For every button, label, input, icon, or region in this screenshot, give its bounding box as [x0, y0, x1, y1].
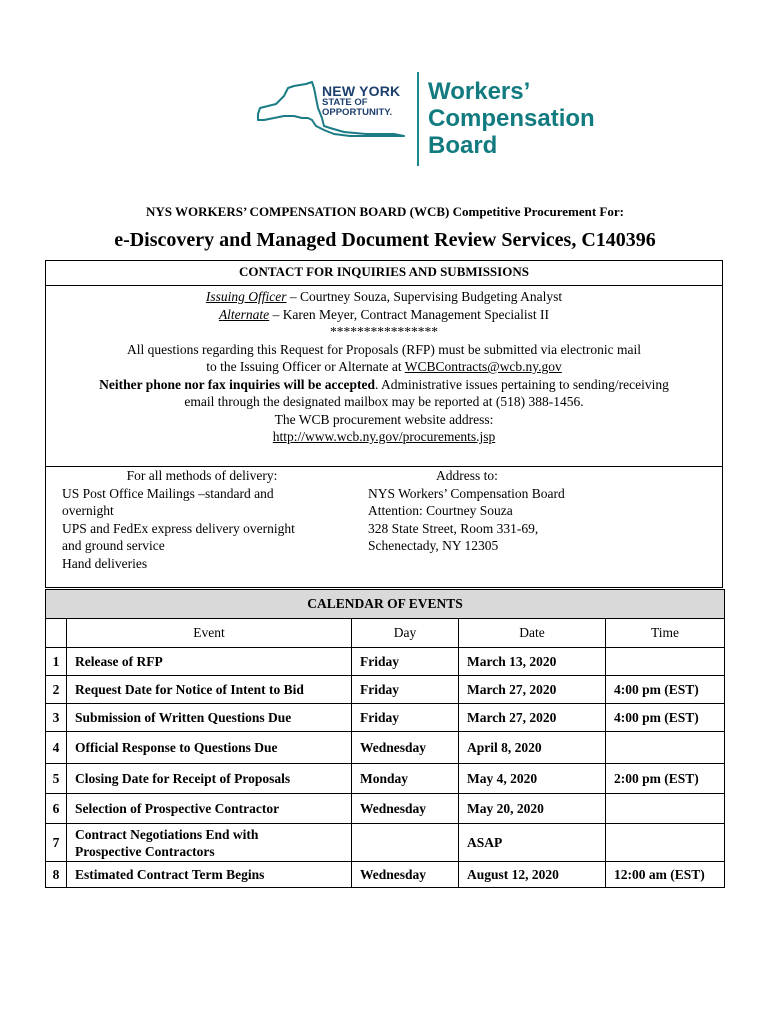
issuing-officer-label: Issuing Officer — [205, 289, 287, 304]
logo-workers: Workers’ — [428, 78, 531, 105]
logo-compensation: Compensation — [428, 105, 595, 132]
event-date: May 4, 2020 — [459, 764, 606, 794]
event-name: Official Response to Questions Due — [67, 732, 352, 764]
procurement-line: NYS WORKERS’ COMPENSATION BOARD (WCB) Competitive Procurement For: — [146, 204, 624, 219]
alternate-text: – Karen Meyer, Contract Management Specialist II — [269, 306, 550, 322]
notice-line — [46, 376, 722, 394]
delivery-method-line: US Post Office Mailings –standard and — [62, 485, 274, 501]
logo-new-york: NEW YORK — [322, 83, 401, 99]
event-day: Monday — [352, 764, 459, 794]
delivery-method-line: and ground service — [62, 538, 165, 553]
address-heading: Address to: — [436, 468, 498, 483]
nys-opportunity-wordmark — [322, 84, 400, 118]
wcb-wordmark — [428, 78, 595, 159]
event-number: 7 — [46, 824, 67, 862]
procurement-website-link[interactable]: http://www.wcb.ny.gov/procurements.jsp — [272, 429, 496, 444]
logo-board: Board — [428, 132, 498, 159]
address-line: Schenectady, NY 12305 — [368, 538, 499, 553]
column-header-number — [46, 619, 67, 648]
logo-divider — [417, 72, 419, 166]
contact-section — [45, 260, 723, 588]
event-number: 3 — [46, 704, 67, 732]
event-number: 1 — [46, 648, 67, 676]
contract-email-link[interactable]: WCBContracts@wcb.ny.gov — [404, 359, 562, 374]
event-date: March 27, 2020 — [459, 704, 606, 732]
delivery-method-line: Hand deliveries — [62, 555, 148, 571]
event-date: April 8, 2020 — [459, 732, 606, 764]
mailbox-phone-line: email through the designated mailbox may be reported at (518) 388-1456. — [184, 394, 584, 409]
issuing-officer-line — [46, 288, 722, 306]
calendar-column-headers — [46, 619, 725, 648]
column-header-time: Time — [606, 619, 725, 648]
event-number: 4 — [46, 732, 67, 764]
nys-wcb-logo — [254, 72, 614, 172]
table-row — [46, 794, 725, 824]
event-day: Friday — [352, 704, 459, 732]
event-day: Friday — [352, 648, 459, 676]
delivery-method-line: UPS and FedEx express delivery overnight — [62, 520, 295, 536]
event-day: Wednesday — [352, 794, 459, 824]
event-time — [606, 824, 725, 862]
logo-opportunity: OPPORTUNITY. — [322, 107, 393, 118]
logo-state-of: STATE OF — [322, 97, 368, 108]
delivery-methods — [62, 467, 342, 572]
address-line: NYS Workers’ Compensation Board — [368, 485, 565, 501]
event-number: 6 — [46, 794, 67, 824]
event-name: Submission of Written Questions Due — [67, 704, 352, 732]
website-label: The WCB procurement website address: — [274, 411, 494, 427]
event-name: Closing Date for Receipt of Proposals — [67, 764, 352, 794]
event-date: May 20, 2020 — [459, 794, 606, 824]
delivery-method-line: overnight — [62, 503, 114, 518]
event-name: Selection of Prospective Contractor — [67, 794, 352, 824]
event-time: 4:00 pm (EST) — [606, 676, 725, 704]
column-header-date: Date — [459, 619, 606, 648]
separator-stars: **************** — [330, 324, 438, 339]
event-time: 4:00 pm (EST) — [606, 704, 725, 732]
questions-line: All questions regarding this Request for Proposals (RFP) must be submitted via electronic mail — [126, 341, 642, 357]
event-time — [606, 648, 725, 676]
event-date: March 27, 2020 — [459, 676, 606, 704]
table-row — [46, 648, 725, 676]
event-day: Wednesday — [352, 862, 459, 888]
event-name: Estimated Contract Term Begins — [67, 862, 352, 888]
event-name-line2: Prospective Contractors — [75, 843, 215, 859]
contact-heading: CONTACT FOR INQUIRIES AND SUBMISSIONS — [46, 261, 722, 286]
calendar-heading: CALENDAR OF EVENTS — [46, 590, 725, 619]
delivery-address — [368, 467, 628, 555]
event-name-line1: Contract Negotiations End with — [75, 826, 259, 842]
address-line: 328 State Street, Room 331-69, — [368, 520, 539, 536]
table-row — [46, 824, 725, 862]
admin-issues-text: . Administrative issues pertaining to sending/receiving — [374, 376, 669, 392]
event-day: Friday — [352, 676, 459, 704]
event-name — [67, 824, 352, 862]
column-header-day: Day — [352, 619, 459, 648]
event-day: Wednesday — [352, 732, 459, 764]
table-row — [46, 732, 725, 764]
event-date: March 13, 2020 — [459, 648, 606, 676]
event-time — [606, 732, 725, 764]
event-number: 2 — [46, 676, 67, 704]
event-day — [352, 824, 459, 862]
no-phone-notice: Neither phone nor fax inquiries will be accepted — [99, 376, 375, 392]
table-row — [46, 764, 725, 794]
email-line — [46, 358, 722, 376]
event-name: Request Date for Notice of Intent to Bid — [67, 676, 352, 704]
calendar-heading-row — [46, 590, 725, 619]
event-date: August 12, 2020 — [459, 862, 606, 888]
document-title: e-Discovery and Managed Document Review Services, C140396 — [114, 229, 656, 251]
email-prefix: to the Issuing Officer or Alternate at — [206, 359, 405, 374]
table-row — [46, 704, 725, 732]
event-number: 8 — [46, 862, 67, 888]
event-time: 2:00 pm (EST) — [606, 764, 725, 794]
delivery-section — [46, 465, 722, 589]
event-time — [606, 794, 725, 824]
event-name: Release of RFP — [67, 648, 352, 676]
contact-details — [46, 286, 722, 467]
event-number: 5 — [46, 764, 67, 794]
address-line: Attention: Courtney Souza — [368, 503, 513, 518]
alternate-label: Alternate — [218, 306, 270, 322]
delivery-methods-heading: For all methods of delivery: — [126, 468, 278, 483]
alternate-line — [46, 306, 722, 324]
table-row — [46, 676, 725, 704]
event-date: ASAP — [459, 824, 606, 862]
calendar-of-events-table — [45, 589, 725, 888]
table-row — [46, 862, 725, 888]
issuing-officer-text: – Courtney Souza, Supervising Budgeting Analyst — [286, 289, 563, 304]
event-time: 12:00 am (EST) — [606, 862, 725, 888]
column-header-event: Event — [67, 619, 352, 648]
